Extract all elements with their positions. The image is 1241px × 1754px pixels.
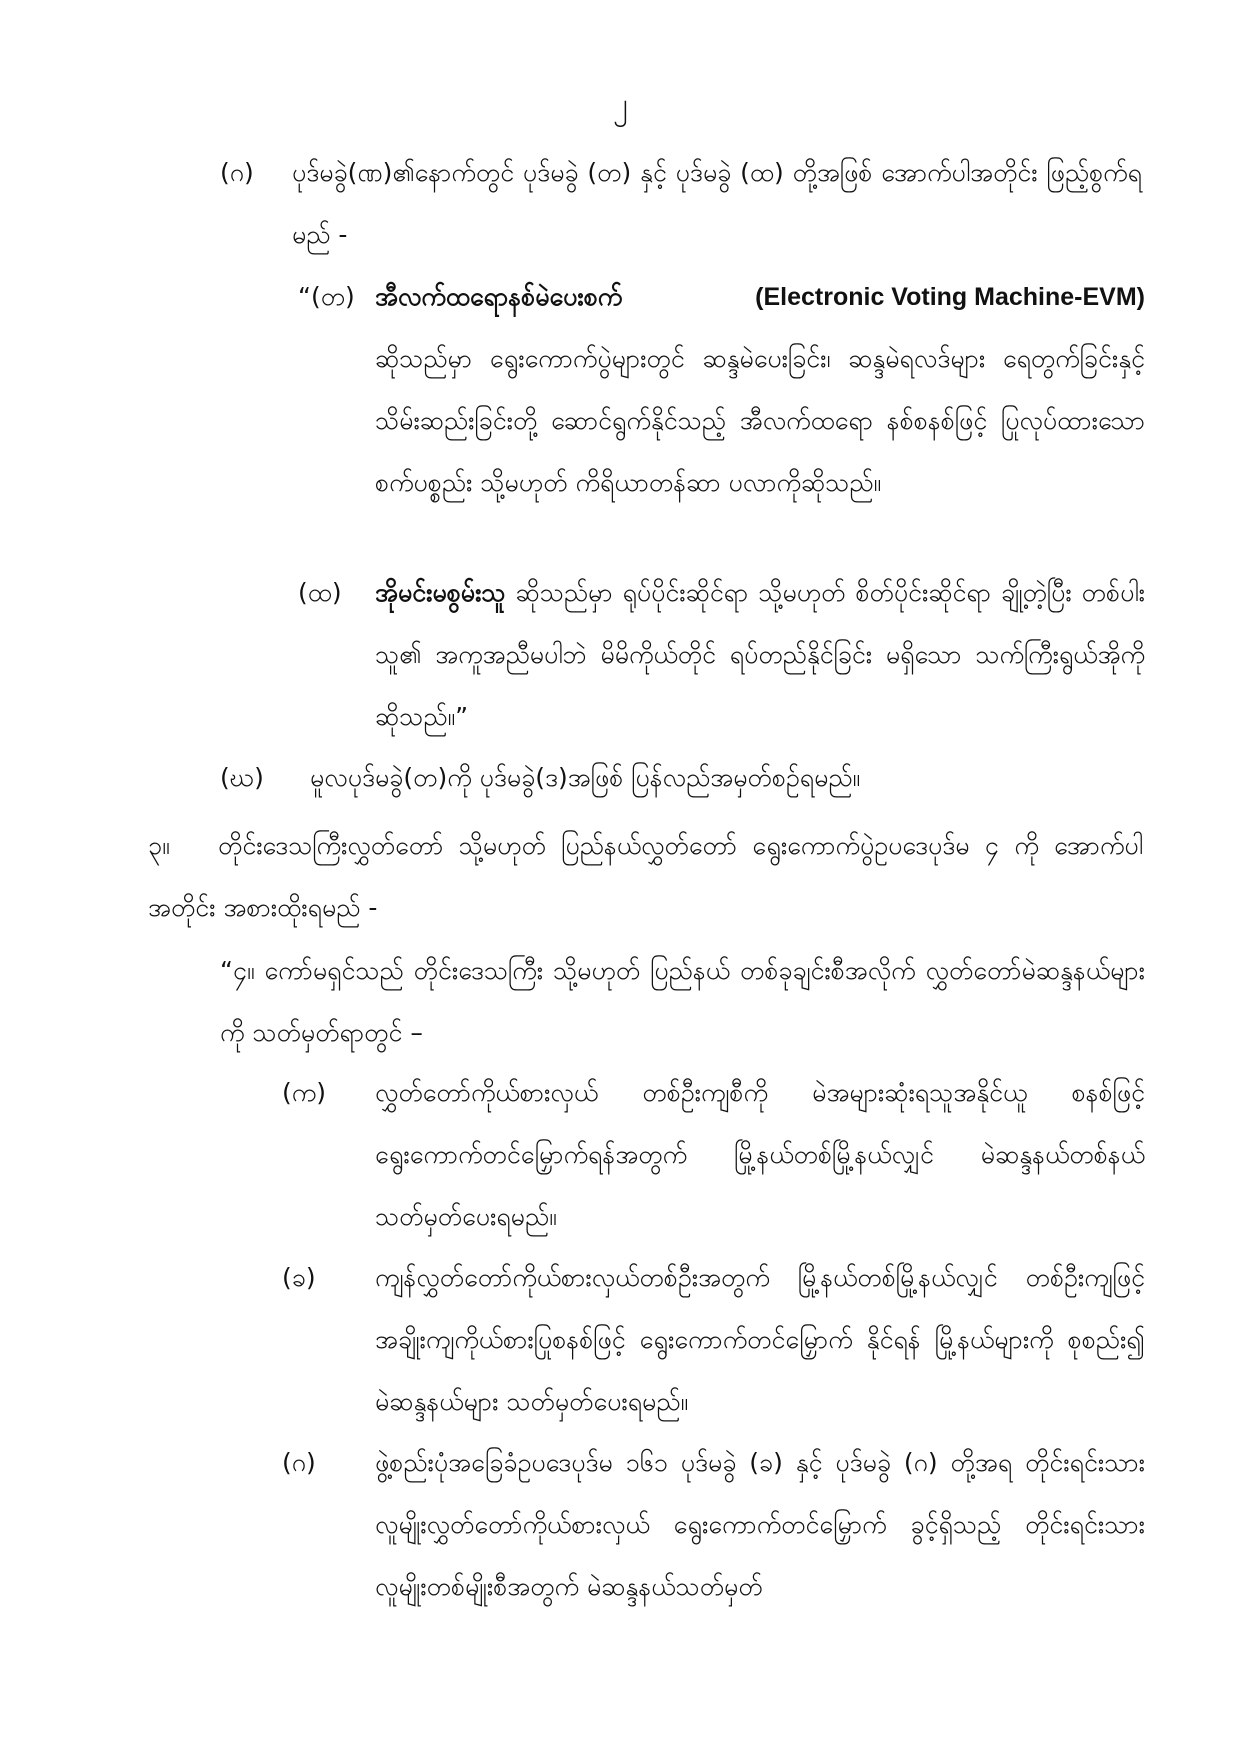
item-text: ဖွဲ့စည်းပုံအခြေခံဥပဒေပုဒ်မ ၁၆၁ ပုဒ်မခွဲ (ခ) နှင့် ပုဒ်မခွဲ (ဂ) တို့အရ တိုင်းရင်းသားလူမျိုးလွှတ်တော်ကိုယ်စားလှယ် ရွေးကောက်တင်မြှောက် ခွင့်ရှိသည့် တိုင်းရင်းသားလူမျိုးတစ်မျိုးစီအတွက် မဲဆန္ဒနယ်သတ်မှတ် bbox=[375, 1448, 1145, 1601]
item-text: လွှတ်တော်ကိုယ်စားလှယ် တစ်ဦးကျစီကို မဲအများဆုံးရသူအနိုင်ယူ စနစ်ဖြင့် ရွေးကောက်တင်မြှောက်ရန်အတွက် မြို့နယ်တစ်မြို့နယ်လျှင် မဲဆန္ဒနယ်တစ်နယ် သတ်မှတ်ပေးရမည်။ bbox=[375, 1078, 1145, 1231]
clause-text: ပုဒ်မခွဲ(ဏ)၏နောက်တွင် ပုဒ်မခွဲ (တ) နှင့် ပုဒ်မခွဲ (ထ) တို့အဖြစ် အောက်ပါအတိုင်း ဖြည့်စွက်ရမည် - bbox=[292, 158, 1142, 249]
page-number: ၂ bbox=[613, 87, 628, 122]
clause-marker: (ဂ) bbox=[220, 158, 254, 187]
definition-marker: “(တ) bbox=[298, 282, 355, 311]
quoted-section-4: “၄။ ကော်မရှင်သည် တိုင်းဒေသကြီး သို့မဟုတ် ပြည်နယ် တစ်ခုချင်းစီအလိုက် လွှတ်တော်မဲဆန္ဒနယ်များကို သတ်မှတ်ရာတွင် – bbox=[220, 956, 1145, 1047]
definition-marker: (ထ) bbox=[298, 578, 342, 607]
clause-marker: (ဃ) bbox=[220, 763, 264, 792]
section-text: တိုင်းဒေသကြီးလွှတ်တော် သို့မဟုတ် ပြည်နယ်လွှတ်တော် ရွေးကောက်ပွဲဥပဒေပုဒ်မ ၄ ကို အောက်ပါအတိုင်း အစားထိုးရမည် - bbox=[148, 831, 1143, 922]
definition-english-term: (Electronic Voting Machine-EVM) bbox=[755, 283, 1145, 311]
section-marker: ၃။ bbox=[148, 831, 170, 860]
definition-text: ဆိုသည်မှာ ရွေးကောက်ပွဲများတွင် ဆန္ဒမဲပေးခြင်း၊ ဆန္ဒမဲရလဒ်များ ရေတွက်ခြင်းနှင့် သိမ်းဆည်းခြင်းတို့ ဆောင်ရွက်နိုင်သည့် အီလက်ထရော နစ်စနစ်ဖြင့် ပြုလုပ်ထားသော စက်ပစ္စည်း သို့မဟုတ် ကိရိယာတန်ဆာ ပလာကိုဆိုသည်။ bbox=[375, 344, 1145, 497]
definition-body bbox=[375, 562, 1145, 748]
item-text: ကျန်လွှတ်တော်ကိုယ်စားလှယ်တစ်ဦးအတွက် မြို့နယ်တစ်မြို့နယ်လျှင် တစ်ဦးကျဖြင့် အချိုးကျကိုယ်စားပြုစနစ်ဖြင့် ရွေးကောက်တင်မြှောက် နိုင်ရန် မြို့နယ်များကို စုစည်း၍ မဲဆန္ဒနယ်များ သတ်မှတ်ပေးရမည်။ bbox=[375, 1263, 1145, 1416]
item-marker: (ခ) bbox=[282, 1263, 316, 1292]
definition-text: ဆိုသည်မှာ ရုပ်ပိုင်းဆိုင်ရာ သို့မဟုတ် စိတ်ပိုင်းဆိုင်ရာ ချို့တဲ့ပြီး တစ်ပါးသူ၏ အကူအညီမပါဘဲ မိမိကိုယ်တိုင် ရပ်တည်နိုင်ခြင်း မရှိသော သက်ကြီးရွယ်အိုကိုဆိုသည်။” bbox=[375, 578, 1145, 731]
definition-term: အိုမင်းမစွမ်းသူ bbox=[375, 578, 506, 607]
item-marker: (ဂ) bbox=[282, 1448, 316, 1477]
definition-term: အီလက်ထရောနစ်မဲပေးစက် bbox=[375, 282, 623, 311]
clause-text: မူလပုဒ်မခွဲ(တ)ကို ပုဒ်မခွဲ(ဒ)အဖြစ် ပြန်လည်အမှတ်စဉ်ရမည်။ bbox=[310, 763, 861, 792]
item-marker: (က) bbox=[282, 1078, 326, 1107]
definition-heading bbox=[375, 266, 1145, 328]
